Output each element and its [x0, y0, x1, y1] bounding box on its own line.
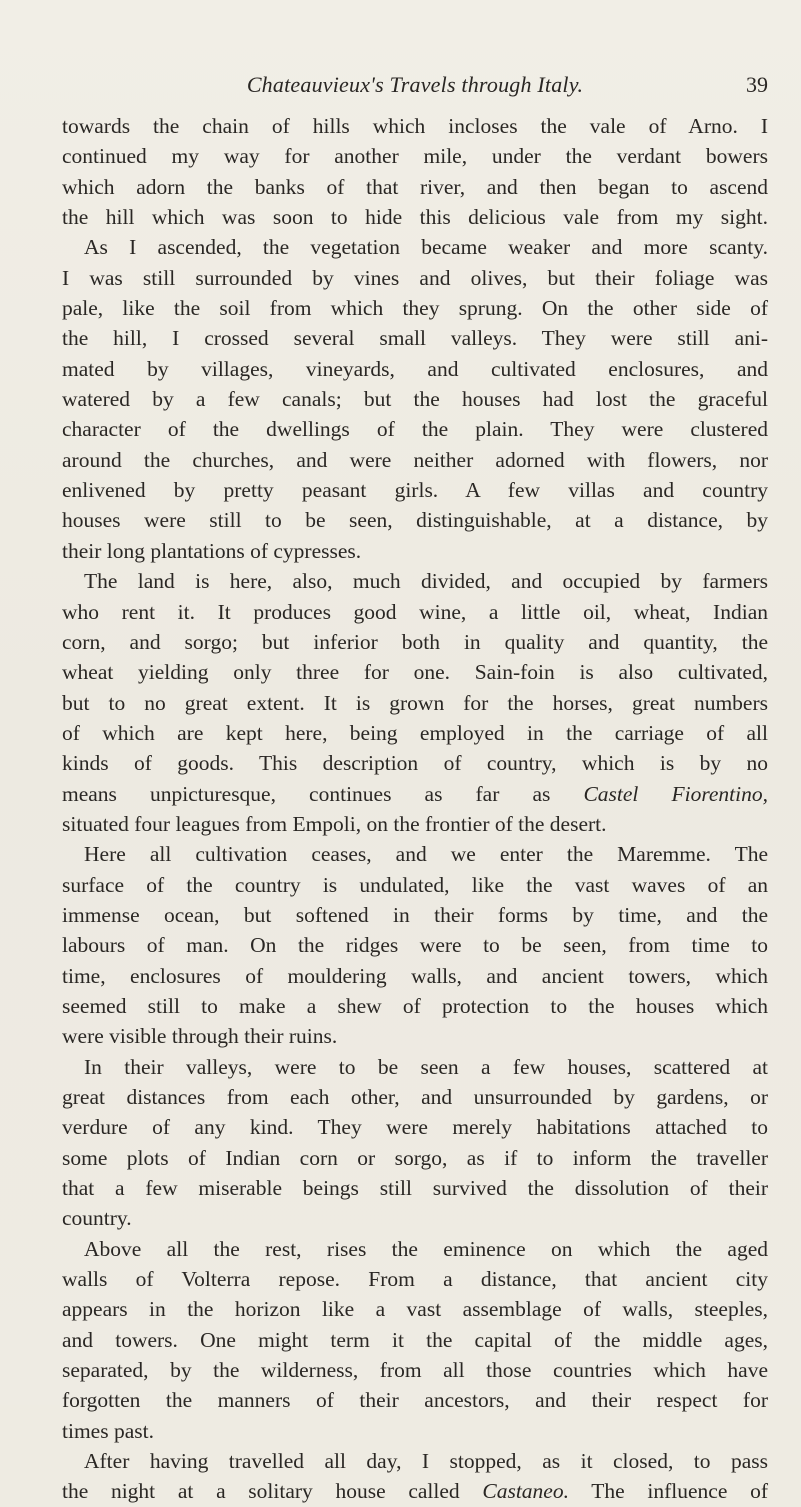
text-line: kinds of goods. This description of country, which is by no — [62, 751, 768, 776]
page-number: 39 — [746, 72, 768, 97]
paragraph-start-line: After having travelled all day, I stopped, as it closed, to pass — [84, 1449, 768, 1474]
italic-place-name: Castaneo. — [482, 1479, 569, 1504]
running-title: Chateauvieux's Travels through Italy. — [246, 72, 584, 97]
text-line: appears in the horizon like a vast assemblage of walls, steeples, — [62, 1297, 768, 1322]
text-line: around the churches, and were neither adorned with flowers, nor — [62, 447, 768, 472]
text-line: houses were still to be seen, distinguishable, at a distance, by — [62, 508, 768, 533]
text-line-with-italic — [62, 1476, 768, 1506]
text-line: verdure of any kind. They were merely habitations attached to — [62, 1115, 768, 1140]
text-line: and towers. One might term it the capital of the middle ages, — [62, 1327, 768, 1352]
text-line: wheat yielding only three for one. Sain-foin is also cultivated, — [62, 660, 768, 685]
paragraph-end-line: times past. — [62, 1418, 154, 1443]
paragraph-end-line: their long plantations of cypresses. — [62, 538, 362, 563]
text-line: watered by a few canals; but the houses had lost the graceful — [62, 387, 768, 412]
text-line: seemed still to make a shew of protection to the houses which — [62, 993, 768, 1018]
text-line: that a few miserable beings still survived the dissolution of their — [62, 1176, 768, 1201]
text-line: corn, and sorgo; but inferior both in quality and quantity, the — [62, 629, 768, 654]
paragraph-end-line: country. — [62, 1206, 132, 1231]
text-line: who rent it. It produces good wine, a little oil, wheat, Indian — [62, 599, 768, 624]
paragraph-end-line: were visible through their ruins. — [62, 1024, 338, 1049]
text-line: forgotten the manners of their ancestors, and their respect for — [62, 1388, 768, 1413]
text-line: but to no great extent. It is grown for the horses, great numbers — [62, 690, 768, 715]
text-line: towards the chain of hills which incloses the vale of Arno. I — [62, 114, 768, 138]
line-text: means unpicturesque, continues as far as — [62, 781, 584, 806]
paragraph-start-line: As I ascended, the vegetation became weaker and more scanty. — [84, 235, 768, 260]
text-line: separated, by the wilderness, from all those countries which have — [62, 1358, 768, 1383]
text-line: enlivened by pretty peasant girls. A few villas and country — [62, 478, 768, 503]
text-line: some plots of Indian corn or sorgo, as if to inform the traveller — [62, 1145, 768, 1170]
paragraph-start-line: Above all the rest, rises the eminence on which the aged — [84, 1236, 768, 1261]
text-line: walls of Volterra repose. From a distance, that ancient city — [62, 1267, 768, 1292]
text-line: continued my way for another mile, under the verdant bowers — [62, 144, 768, 169]
italic-place-name: Castel Fiorentino, — [583, 781, 768, 806]
text-line: which adorn the banks of that river, and then began to ascend — [62, 174, 768, 199]
text-line: the hill, I crossed several small valleys. They were still ani- — [62, 326, 768, 351]
paragraph-start-line: In their valleys, were to be seen a few houses, scattered at — [84, 1054, 768, 1079]
text-line: the hill which was soon to hide this delicious vale from my sight. — [62, 205, 768, 230]
paragraph-start-line: The land is here, also, much divided, and occupied by farmers — [84, 569, 768, 594]
text-line: character of the dwellings of the plain. They were clustered — [62, 417, 768, 442]
line-text: the night at a solitary house called — [62, 1479, 483, 1504]
text-line: great distances from each other, and unsurrounded by gardens, or — [62, 1085, 768, 1109]
text-line: pale, like the soil from which they sprung. On the other side of — [62, 296, 768, 321]
text-line: immense ocean, but softened in their forms by time, and the — [62, 902, 768, 927]
paragraph-end-line: situated four leagues from Empoli, on the frontier of the desert. — [62, 811, 607, 836]
text-line: time, enclosures of mouldering walls, and ancient towers, which — [62, 963, 768, 988]
body-text — [62, 111, 768, 1507]
text-line: labours of man. On the ridges were to be seen, from time to — [62, 933, 768, 958]
paragraph-start-line: Here all cultivation ceases, and we enter the Maremme. The — [84, 842, 768, 867]
running-head — [62, 72, 768, 102]
line-tail: The influence of — [568, 1479, 769, 1504]
text-line: of which are kept here, being employed in the carriage of all — [62, 720, 768, 745]
text-line: surface of the country is undulated, like the vast waves of an — [62, 872, 768, 897]
text-line: I was still surrounded by vines and olives, but their foliage was — [62, 265, 768, 290]
text-line-with-italic — [62, 779, 768, 809]
text-line: mated by villages, vineyards, and cultivated enclosures, and — [62, 356, 768, 381]
